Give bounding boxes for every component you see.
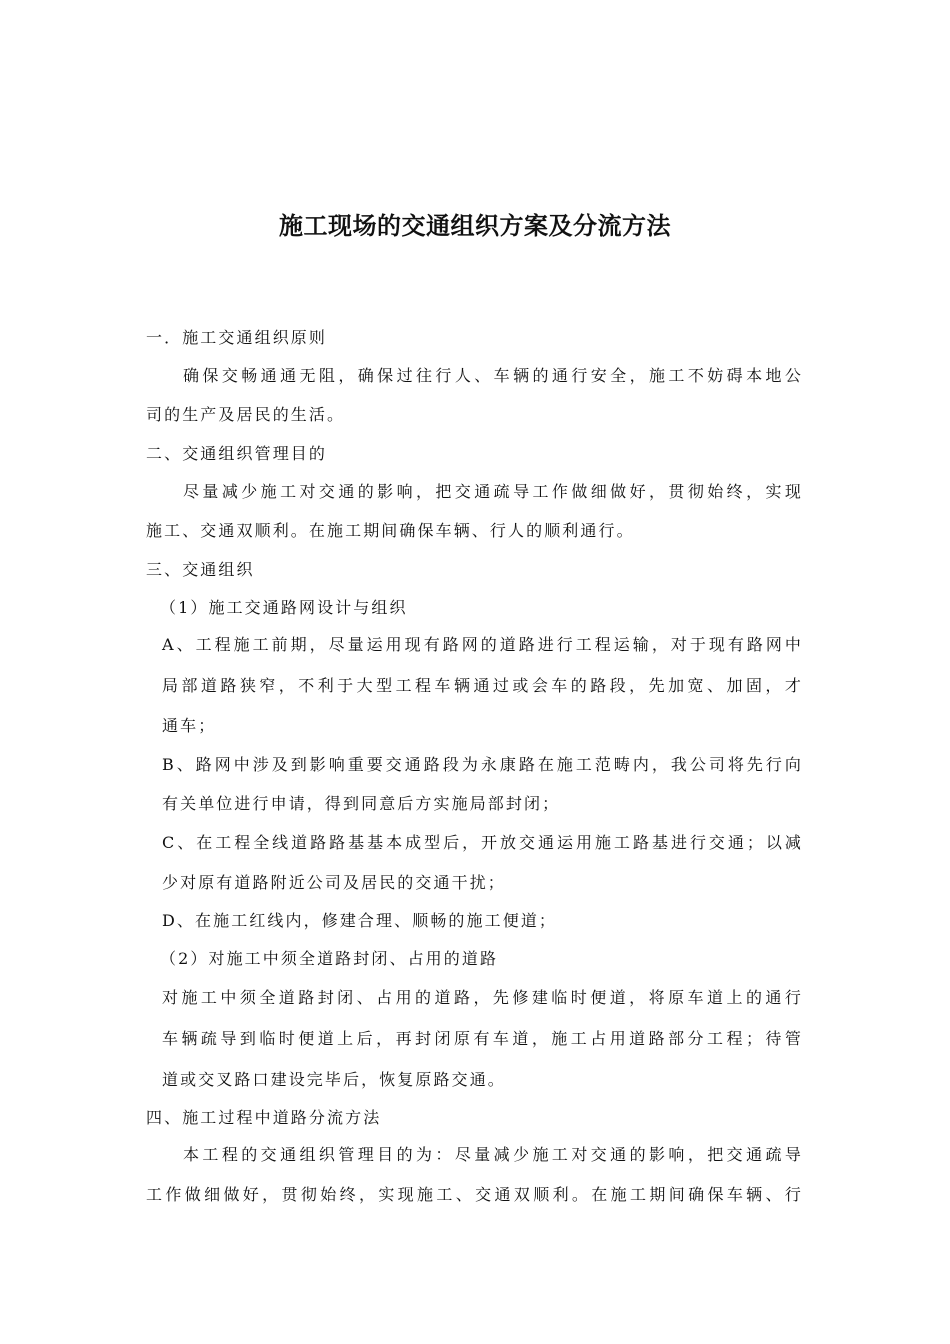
paragraph-line: 工作做细做好，贯彻始终，实现施工、交通双顺利。在施工期间确保车辆、行 — [146, 1185, 803, 1204]
list-item-a: A、工程施工前期，尽量运用现有路网的道路进行工程运输，对于现有路网中 — [162, 635, 803, 654]
paragraph-line: 司的生产及居民的生活。 — [146, 405, 346, 424]
list-item-d: D、在施工红线内，修建合理、顺畅的施工便道； — [162, 911, 558, 930]
paragraph-line: 对施工中须全道路封闭、占用的道路，先修建临时便道，将原车道上的通行 — [162, 988, 803, 1007]
list-item-b: B、路网中涉及到影响重要交通路段为永康路在施工范畴内，我公司将先行向 — [162, 755, 803, 774]
paragraph-line: 确保交畅通通无阻，确保过往行人、车辆的通行安全，施工不妨碍本地公 — [183, 366, 803, 385]
paragraph-line: 施工、交通双顺利。在施工期间确保车辆、行人的顺利通行。 — [146, 521, 635, 540]
list-item-a-cont: 局部道路狭窄，不利于大型工程车辆通过或会车的路段，先加宽、加固，才 — [162, 676, 803, 695]
paragraph-line: 尽量减少施工对交通的影响，把交通疏导工作做细做好，贯彻始终，实现 — [183, 482, 803, 501]
list-item-b-cont: 有关单位进行申请，得到同意后方实施局部封闭； — [162, 794, 561, 813]
section-heading-3: 三、交通组织 — [146, 560, 255, 579]
paragraph-line: 车辆疏导到临时便道上后，再封闭原有车道，施工占用道路部分工程；待管 — [162, 1029, 803, 1048]
subsection-heading-2: （2）对施工中须全道路封闭、占用的道路 — [160, 949, 499, 968]
list-item-c: C、在工程全线道路路基基本成型后，开放交通运用施工路基进行交通；以减 — [162, 833, 803, 852]
paragraph-line: 道或交叉路口建设完毕后，恢复原路交通。 — [162, 1070, 506, 1089]
list-item-c-cont: 少对原有道路附近公司及居民的交通干扰； — [162, 873, 506, 892]
list-item-a-cont: 通车； — [162, 716, 217, 735]
section-heading-4: 四、施工过程中道路分流方法 — [146, 1108, 382, 1127]
paragraph-line: 本工程的交通组织管理目的为：尽量减少施工对交通的影响，把交通疏导 — [183, 1145, 803, 1164]
section-heading-1: 一．施工交通组织原则 — [146, 328, 328, 347]
document-title: 施工现场的交通组织方案及分流方法 — [279, 212, 671, 240]
subsection-heading-1: （1）施工交通路网设计与组织 — [160, 598, 408, 617]
section-heading-2: 二、交通组织管理目的 — [146, 444, 328, 463]
